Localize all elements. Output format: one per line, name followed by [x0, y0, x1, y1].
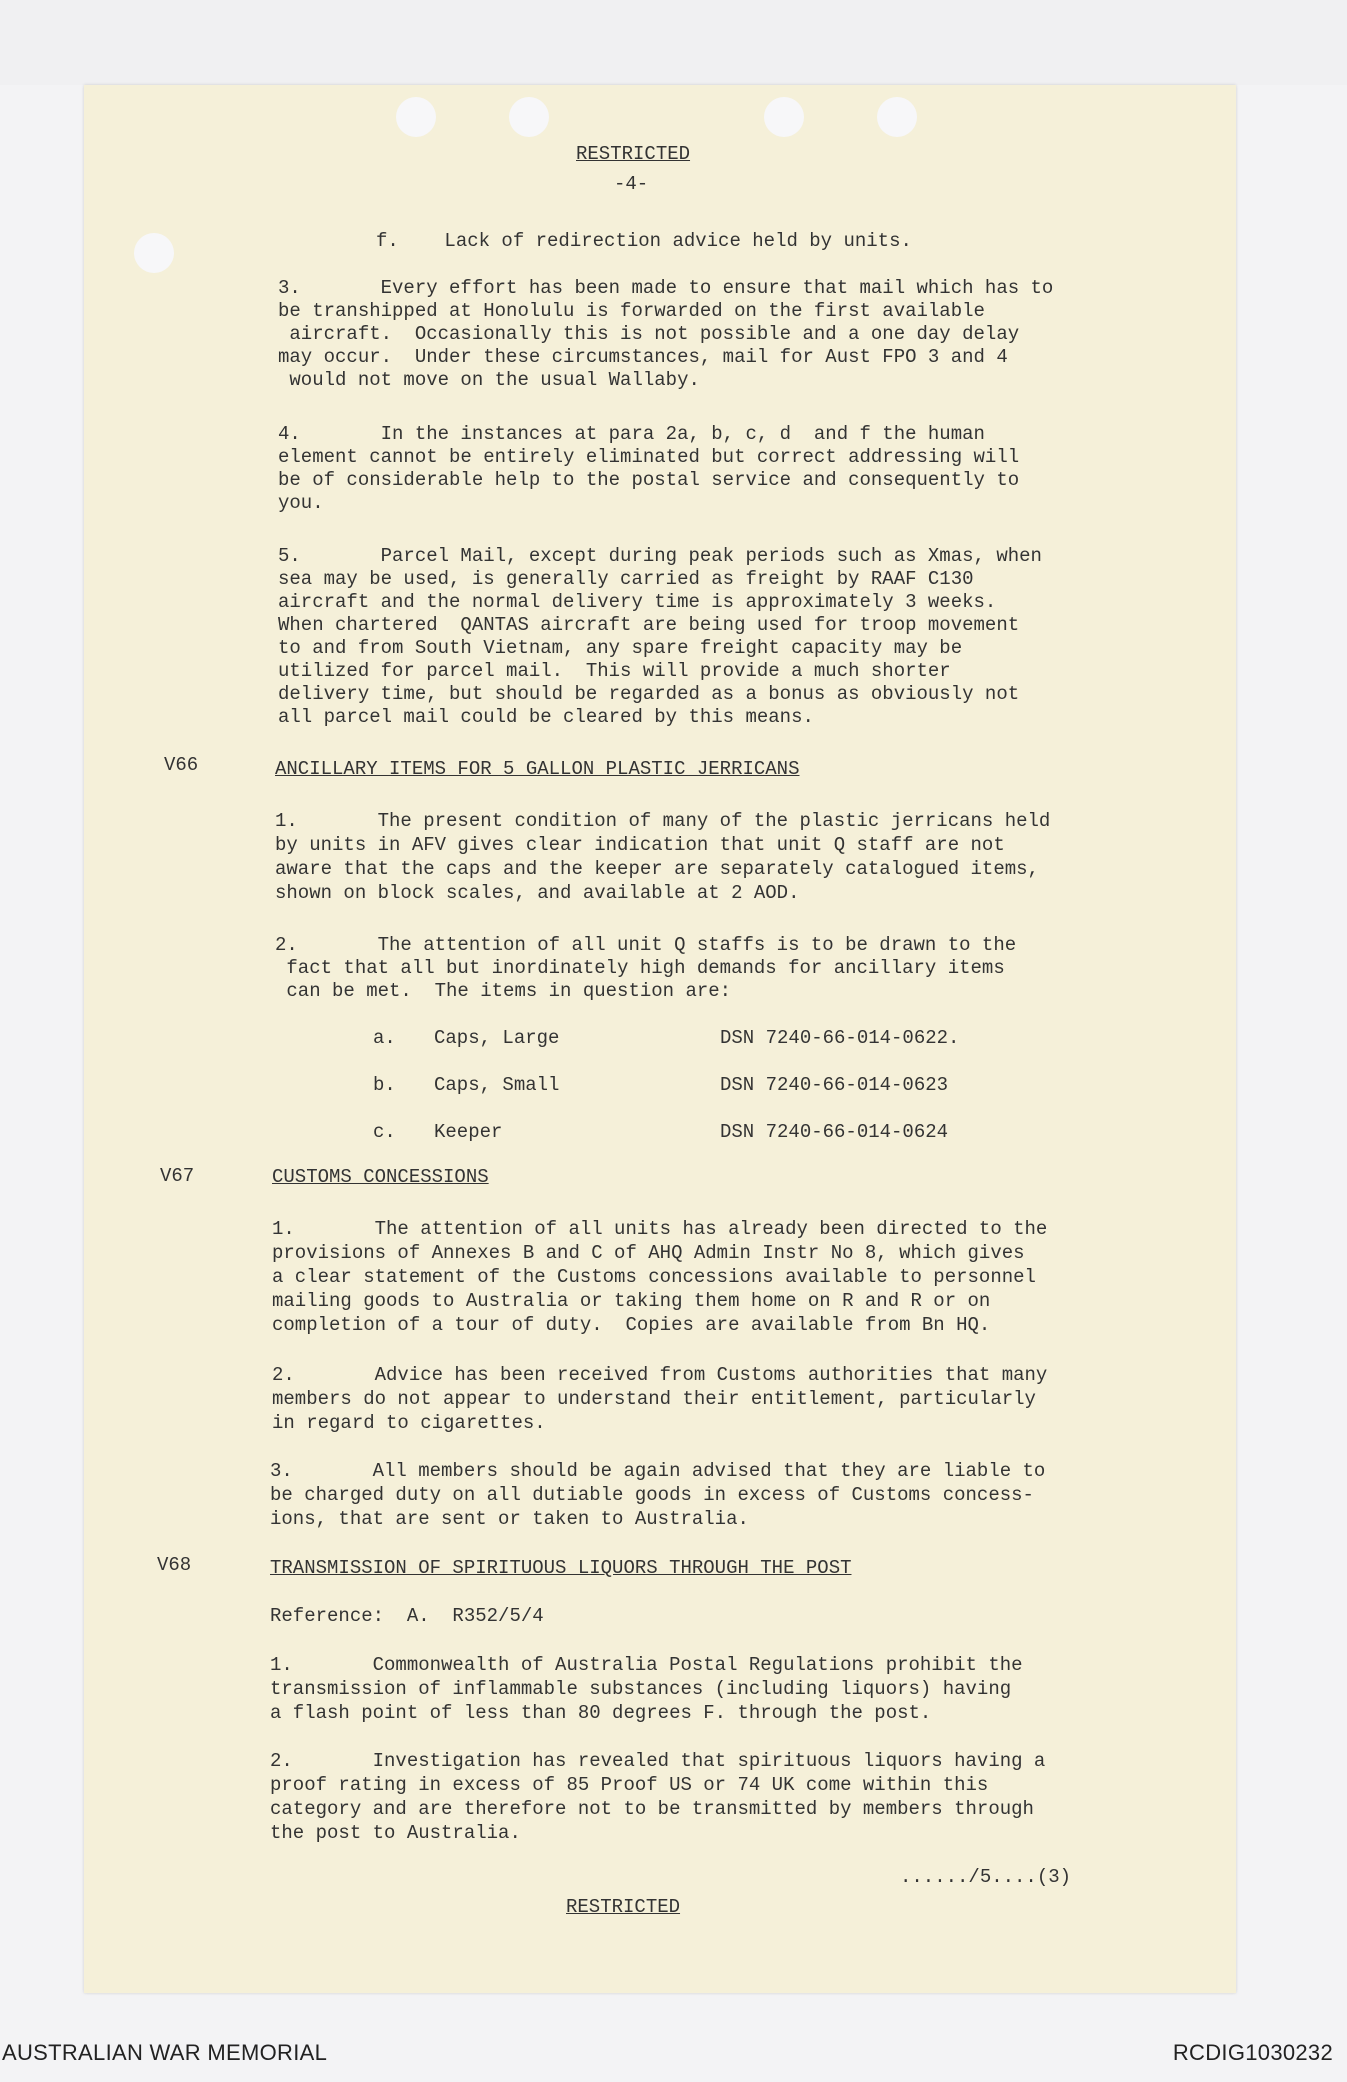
para-4-line: 4. In the instances at para 2a, b, c, d and f the human — [278, 423, 985, 445]
v66-item-dsn: DSN 7240-66-014-0622. — [720, 1027, 960, 1049]
v66-para-1-line: shown on block scales, and available at 2 AOD. — [275, 882, 800, 904]
v66-para-2-line: can be met. The items in question are: — [275, 980, 732, 1002]
para-5-line: utilized for parcel mail. This will provide a much shorter — [278, 660, 951, 682]
scan-top-band — [0, 0, 1347, 85]
punch-hole — [509, 97, 549, 137]
para-5-line: delivery time, but should be regarded as a bonus as obviously not — [278, 683, 1020, 705]
v67-para-2-line: in regard to cigarettes. — [272, 1412, 546, 1434]
para-4-line: you. — [278, 492, 324, 514]
v67-para-3-line: 3. All members should be again advised that they are liable to — [270, 1460, 1046, 1482]
page-number: -4- — [614, 173, 649, 195]
v68-reference: Reference: A. R352/5/4 — [270, 1605, 544, 1627]
para-5-line: to and from South Vietnam, any spare freight capacity may be — [278, 637, 963, 659]
para-5-line: sea may be used, is generally carried as freight by RAAF C130 — [278, 568, 974, 590]
para-4-line: element cannot be entirely eliminated but correct addressing will — [278, 446, 1020, 468]
para-4-line: be of considerable help to the postal service and consequently to — [278, 469, 1020, 491]
footer-classification: RESTRICTED — [566, 1896, 681, 1918]
v66-item-letter: a. — [373, 1027, 396, 1049]
v68-para-1-line: 1. Commonwealth of Australia Postal Regulations prohibit the — [270, 1654, 1023, 1676]
para-3-line: may occur. Under these circumstances, mail for Aust FPO 3 and 4 — [278, 346, 1008, 368]
item-f-text: f. Lack of redirection advice held by units. — [376, 230, 912, 252]
v67-para-1-line: mailing goods to Australia or taking them home on R and R or on — [272, 1290, 991, 1312]
v66-item-name: Caps, Small — [434, 1074, 560, 1096]
section-heading-v67: CUSTOMS CONCESSIONS — [272, 1166, 489, 1188]
continuation-marker: ....../5....(3) — [900, 1866, 1072, 1888]
para-5-line: When chartered QANTAS aircraft are being used for troop movement — [278, 614, 1020, 636]
v66-item-dsn: DSN 7240-66-014-0623 — [720, 1074, 949, 1096]
punch-hole — [764, 97, 804, 137]
v67-para-3-line: ions, that are sent or taken to Australia. — [270, 1508, 749, 1530]
section-heading-v66: ANCILLARY ITEMS FOR 5 GALLON PLASTIC JERRICANS — [275, 758, 800, 780]
v67-para-2-line: 2. Advice has been received from Customs authorities that many — [272, 1364, 1048, 1386]
v66-para-1-line: by units in AFV gives clear indication that unit Q staff are not — [275, 834, 1005, 856]
v67-para-2-line: members do not appear to understand their entitlement, particularly — [272, 1388, 1036, 1410]
v66-item-name: Keeper — [434, 1121, 503, 1143]
v66-para-2-line: fact that all but inordinately high demands for ancillary items — [275, 957, 1005, 979]
v68-para-2-line: 2. Investigation has revealed that spirituous liquors having a — [270, 1750, 1046, 1772]
punch-hole — [396, 97, 436, 137]
para-3-line: 3. Every effort has been made to ensure that mail which has to — [278, 277, 1054, 299]
archive-footer-left: AUSTRALIAN WAR MEMORIAL — [2, 2040, 328, 2065]
punch-hole — [134, 233, 174, 273]
v66-item-letter: b. — [373, 1074, 396, 1096]
section-heading-v68: TRANSMISSION OF SPIRITUOUS LIQUORS THROUGH THE POST — [270, 1557, 852, 1579]
v67-para-1-line: provisions of Annexes B and C of AHQ Admin Instr No 8, which gives — [272, 1242, 1025, 1264]
v67-para-1-line: 1. The attention of all units has already been directed to the — [272, 1218, 1048, 1240]
v67-para-1-line: completion of a tour of duty. Copies are available from Bn HQ. — [272, 1314, 991, 1336]
header-classification: RESTRICTED — [576, 143, 691, 165]
para-3-line: be transhipped at Honolulu is forwarded on the first available — [278, 300, 985, 322]
archive-footer-right: RCDIG1030232 — [1172, 2040, 1333, 2065]
para-5-line: all parcel mail could be cleared by this means. — [278, 706, 814, 728]
v66-item-letter: c. — [373, 1121, 396, 1143]
section-label-v66: V66 — [164, 754, 199, 776]
v66-item-name: Caps, Large — [434, 1027, 560, 1049]
para-3-line: would not move on the usual Wallaby. — [278, 369, 700, 391]
v66-para-1-line: 1. The present condition of many of the plastic jerricans held — [275, 810, 1051, 832]
v68-para-2-line: the post to Australia. — [270, 1822, 521, 1844]
v67-para-1-line: a clear statement of the Customs concessions available to personnel — [272, 1266, 1036, 1288]
para-5-line: aircraft and the normal delivery time is approximately 3 weeks. — [278, 591, 997, 613]
v68-para-1-line: a flash point of less than 80 degrees F. through the post. — [270, 1702, 932, 1724]
v67-para-3-line: be charged duty on all dutiable goods in excess of Customs concess- — [270, 1484, 1034, 1506]
para-5-line: 5. Parcel Mail, except during peak periods such as Xmas, when — [278, 545, 1042, 567]
v66-para-2-line: 2. The attention of all unit Q staffs is to be drawn to the — [275, 934, 1017, 956]
v68-para-2-line: proof rating in excess of 85 Proof US or 74 UK come within this — [270, 1774, 989, 1796]
para-3-line: aircraft. Occasionally this is not possible and a one day delay — [278, 323, 1020, 345]
v68-para-2-line: category and are therefore not to be transmitted by members through — [270, 1798, 1034, 1820]
section-label-v67: V67 — [160, 1165, 195, 1187]
v66-para-1-line: aware that the caps and the keeper are separately catalogued items, — [275, 858, 1039, 880]
punch-hole — [877, 97, 917, 137]
section-label-v68: V68 — [157, 1554, 192, 1576]
v68-para-1-line: transmission of inflammable substances (including liquors) having — [270, 1678, 1012, 1700]
v66-item-dsn: DSN 7240-66-014-0624 — [720, 1121, 949, 1143]
